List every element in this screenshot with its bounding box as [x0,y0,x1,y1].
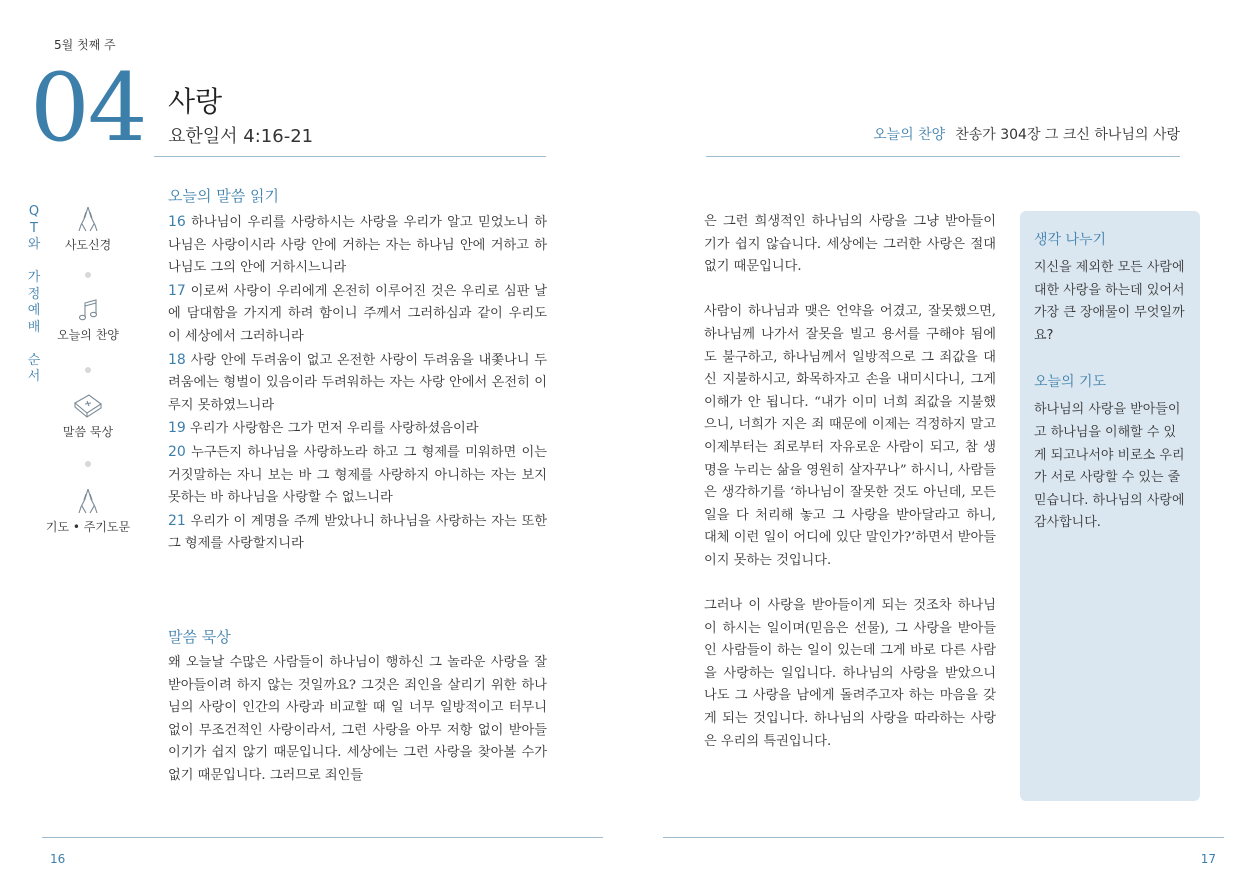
music-note-icon [74,296,102,324]
verse-text: 이로써 사랑이 우리에게 온전히 이루어진 것은 우리로 심판 날에 담대함을 가지게 하려 함이니 주께서 그러하심과 같이 우리도 이 세상에서 그러하니라 [168,283,547,344]
footer-divider-left [42,837,603,838]
header-divider-right [706,156,1180,157]
nav-item-apostles-creed [40,204,136,253]
vertical-char: 정 [27,286,41,302]
nav-label: 사도신경 [64,238,112,252]
nav-label: 기도 • 주기도문 [45,520,131,534]
nav-item-todays-hymn [40,296,136,343]
nav-item-meditation [40,391,136,440]
lesson-number: 04 [30,54,146,163]
verse-text: 누구든지 하나님을 사랑하노라 하고 그 형제를 미워하면 이는 거짓말하는 자니 보는 바 그 형제를 사랑하지 아니하는 자는 보지 못하는 바 하나님을 사랑할 수 없느니라 [168,444,547,506]
verse-number: 19 [168,420,186,437]
paragraph: 은 그런 희생적인 하나님의 사랑을 그냥 받아들이기가 쉽지 않습니다. 세상에는 그러한 사랑은 절대 없기 때문입니다. [704,214,996,275]
verse-text: 하나님이 우리를 사랑하시는 사랑을 우리가 알고 믿었노니 하나님은 사랑이시라 사랑 안에 거하는 자는 하나님 안에 거하고 하나님도 그의 안에 거하시느니라 [168,215,547,276]
reading-verses [168,211,547,556]
verse-number: 16 [168,214,186,230]
vertical-char: 배 [27,319,41,335]
verse-text: 우리가 사랑함은 그가 먼저 우리를 사랑하셨음이라 [185,421,479,437]
verse [168,441,547,510]
verse [168,349,547,418]
nav-separator-dot [85,461,91,467]
hymn-label: 오늘의 찬양 [873,127,946,143]
prayer-text: 하나님의 사랑을 받아들이고 하나님을 이해할 수 있게 되고나서야 비로소 우리가 서로 사랑할 수 있는 줄 믿습니다. 하나님의 사랑에 감사합니다. [1034,402,1185,531]
verse [168,510,547,556]
vertical-char [26,254,42,271]
scripture-reference: 요한일서 4:16-21 [168,126,314,147]
paragraph: 사람이 하나님과 맺은 언약을 어겼고, 잘못했으면, 하나님께 나가서 잘못을 빌고 용서를 구해야 됨에도 불구하고, 하나님께서 일방적으로 그 죄값을 대신 지불하시고, 화목하자고 손을 내미시다니, 그게 이해가 안 됩니다. “내가 이미 너희 죄값을 지불했으니, 너희가 지은 죄 때문에 이제는 걱정하지 말고 이제부터는 죄로부터 자유로운 사람이 되고, 참 생명을 누리는 삶을 영원히 살자꾸나” 하시니, 사람들은 생각하기를 ‘하나님이 잘못한 것도 아닌데, 모든 일을 다 처리해 놓고 그 사랑을 받아달라고 하니, 대체 이런 일이 어디에 있단 말인가?’하면서 받아들이지 못하는 것입니다. [704,304,996,568]
share-text: 지신을 제외한 모든 사람에 대한 사랑을 하는데 있어서 가장 큰 장애물이 무엇일까요? [1034,260,1185,343]
vertical-char: Q [28,204,40,219]
verse-number: 20 [168,443,186,460]
vertical-char: 와 [27,237,41,252]
nav-separator-dot [85,367,91,373]
vertical-char: 순 [27,352,41,368]
vertical-char: 서 [27,369,41,384]
page-number-right: 17 [1200,852,1216,866]
meditation-text: 왜 오늘날 수많은 사람들이 하나님이 행하신 그 놀라운 사랑을 잘 받아들이려 하지 않는 것일까요? 그것은 죄인을 살리기 위한 하나님의 사랑이 인간의 사랑과 비교할 때 일 너무 일방적이고 터무니 없이 무조건적인 사랑이라서, 그런 사랑을 아무 저항 없이 받아들이기가 쉽지 않기 때문입니다. 세상에는 그런 사랑을 찾아볼 수가 없기 때문입니다. 그러므로 죄인들 [168,655,547,783]
praying-hands-icon [73,204,103,234]
verse [168,211,547,280]
footer-divider-right [663,837,1224,838]
nav-separator-dot [85,272,91,278]
nav-label: 말씀 묵상 [62,425,114,439]
verse-number: 21 [168,512,186,529]
page-title: 사랑 [168,85,223,118]
header-divider-left [154,156,546,157]
vertical-char: 가 [27,270,41,285]
verse-text: 우리가 이 계명을 주께 받았나니 하나님을 사랑하는 자는 또한 그 형제를 사랑할지니라 [168,513,547,552]
verse [168,417,547,441]
vertical-char: T [30,220,38,236]
praying-hands-icon [73,486,103,516]
verse-number: 18 [168,351,186,368]
verse [168,280,547,349]
todays-hymn [873,124,1180,144]
nav-item-prayer [40,486,136,535]
week-label: 5월 첫째 주 [54,38,116,52]
verse-text: 사랑 안에 두려움이 없고 온전한 사랑이 두려움을 내쫓나니 두려움에는 형벌이 있음이라 두려워하는 자는 사랑 안에서 온전히 이루지 못하였느니라 [168,352,547,413]
meditation-heading: 말씀 묵상 [168,628,231,646]
nav-label: 오늘의 찬양 [57,328,119,342]
right-column-text [704,211,996,753]
vertical-char: 예 [27,303,41,318]
bible-icon [71,391,105,421]
verse-number: 17 [168,282,186,299]
reading-heading: 오늘의 말씀 읽기 [168,187,279,205]
page-number-left: 16 [50,852,66,866]
reflection-sidebar [1020,211,1200,801]
prayer-heading: 오늘의 기도 [1034,374,1107,391]
hymn-text: 찬송가 304장 그 크신 하나님의 사랑 [955,127,1180,143]
paragraph: 그러나 이 사랑을 받아들이게 되는 것조차 하나님이 하시는 일이며(믿음은 선물), 그 사랑을 받아들인 사람들이 하는 일이 있는데 그게 바로 다른 사람을 사랑하는 일입니다. 하나님의 사랑을 받았으니 나도 그 사랑을 남에게 돌려주고자 하는 마음을 갖게 되는 것입니다. 하나님의 사랑을 따라하는 사랑은 우리의 특권입니다. [704,598,996,749]
share-heading: 생각 나누기 [1034,232,1107,248]
